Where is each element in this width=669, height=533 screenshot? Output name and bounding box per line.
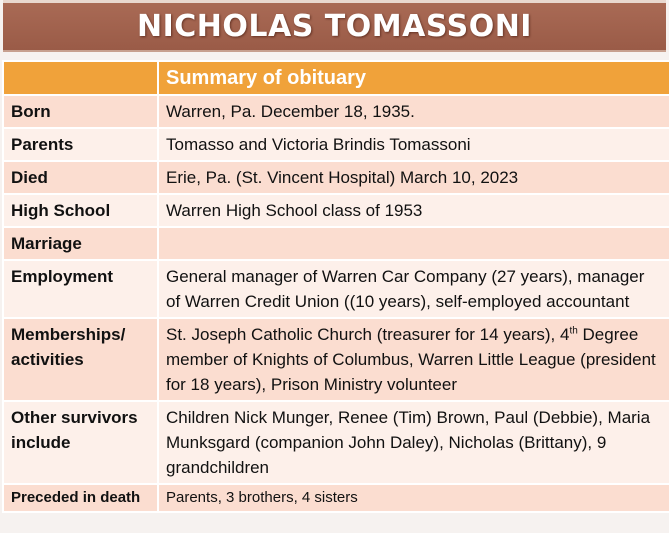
table-row-other-survivors <box>3 401 669 484</box>
row-label: Parents <box>3 128 158 161</box>
row-label: Memberships/ activities <box>3 318 158 401</box>
row-label: Other survivors include <box>3 401 158 484</box>
table-row-high-school <box>3 194 669 227</box>
row-value-part: St. Joseph Catholic Church (treasurer for 14 years), 4 <box>166 325 570 344</box>
row-value: Tomasso and Victoria Brindis Tomassoni <box>158 128 669 161</box>
row-value <box>158 227 669 260</box>
obituary-summary-table <box>2 60 669 513</box>
row-value-part: Degree member of Knights of Columbus, Warren Little League (president for 18 years), Prison Ministry volunteer <box>166 325 656 394</box>
row-value: Erie, Pa. (St. Vincent Hospital) March 10, 2023 <box>158 161 669 194</box>
summary-header: Summary of obituary <box>158 61 669 95</box>
header-empty-cell <box>3 61 158 95</box>
table-row-marriage <box>3 227 669 260</box>
table-row-memberships <box>3 318 669 401</box>
row-value: General manager of Warren Car Company (27 years), manager of Warren Credit Union ((10 years), self-employed accountant <box>158 260 669 318</box>
row-label: Died <box>3 161 158 194</box>
table-row-parents <box>3 128 669 161</box>
table-row-died <box>3 161 669 194</box>
page-title: NICHOLAS TOMASSONI <box>137 9 532 44</box>
title-banner <box>3 0 666 52</box>
table-row-preceded-in-death <box>3 484 669 512</box>
row-value: Warren High School class of 1953 <box>158 194 669 227</box>
ordinal-suffix: th <box>569 325 578 337</box>
row-value: Warren, Pa. December 18, 1935. <box>158 95 669 128</box>
row-label: Born <box>3 95 158 128</box>
row-label: Employment <box>3 260 158 318</box>
row-label: High School <box>3 194 158 227</box>
table-row-employment <box>3 260 669 318</box>
row-label: Preceded in death <box>3 484 158 512</box>
row-label: Marriage <box>3 227 158 260</box>
row-value <box>158 318 669 401</box>
table-row-born <box>3 95 669 128</box>
row-value: Children Nick Munger, Renee (Tim) Brown, Paul (Debbie), Maria Munksgard (companion John Daley), Nicholas (Brittany), 9 grandchildren <box>158 401 669 484</box>
row-value: Parents, 3 brothers, 4 sisters <box>158 484 669 512</box>
table-header-row <box>3 61 669 95</box>
